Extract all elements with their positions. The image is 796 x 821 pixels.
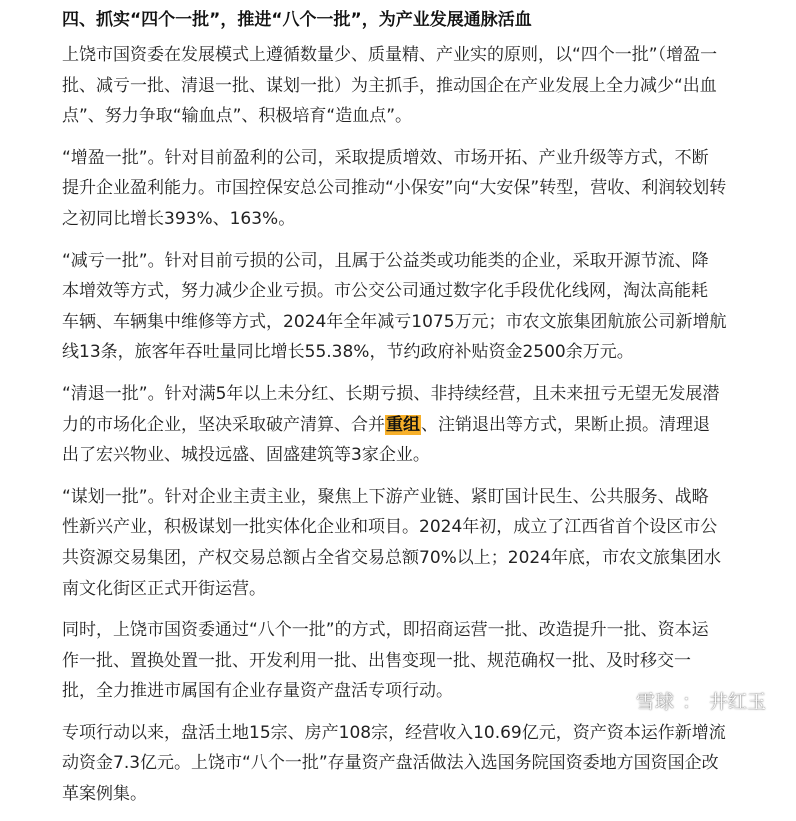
snowball-logo-icon: [602, 686, 630, 714]
paragraph-reduce-loss: “减亏一批”。针对目前亏损的公司，且属于公益类或功能类的企业，采取开源节流、降 本增效等方式，努力减少企业亏损。市公交公司通过数字化手段优化线网，淘汰高能耗 车辆、车辆集中维修等方式，2024年全年减亏1075万元；市农文旅集团航旅公司新增航 线13条，旅客年吞吐量同比增长55.38%，节约政府补贴资金2500余万元。: [62, 250, 727, 363]
paragraph-plan: “谋划一批”。针对企业主责主业，聚焦上下游产业链、紧盯国计民生、公共服务、战略 性新兴产业，积极谋划一批实体化企业和项目。2024年初，成立了江西省首个设区市公 共资源交易集团，产权交易总额占全省交易总额70%以上；2024年底，市农文旅集团水 南文化街区正式开街运营。: [62, 486, 722, 599]
watermark-site: 雪球: [635, 690, 674, 713]
paragraph-eight-batches: 同时，上饶市国资委通过“八个一批”的方式，即招商运营一批、改造提升一批、资本运 作一批、置换处置一批、开发利用一批、出售变现一批、规范确权一批、及时移交一 批，全力推进市属国有企业存量资产盘活专项行动。: [62, 620, 709, 702]
paragraph-exit: [62, 379, 752, 471]
paragraph-results: 专项行动以来，盘活土地15宗、房产108宗，经营收入10.69亿元，资产资本运作新增流 动资金7.3亿元。上饶市“八个一批”存量资产盘活做法入选国务院国资委地方国资国企改 革案例集。: [62, 722, 726, 805]
highlighted-term: 重组: [386, 414, 420, 435]
paragraph-intro: 上饶市国资委在发展模式上遵循数量少、质量精、产业实的原则，以“四个一批”（增盈一 批、减亏一批、清退一批、谋划一批）为主抓手，推动国企在产业发展上全力减少“出血 点”、努力争取“输血点”、积极培育“造血点”。: [62, 45, 718, 127]
paragraph-increase-profit: “增盈一批”。针对目前盈利的公司，采取提质增效、市场开拓、产业升级等方式，不断 提升企业盈利能力。市国控保安总公司推动“小保安”向“大安保”转型，营收、利润较划转 之初同比增长393%、163%。: [62, 147, 727, 229]
section-heading: 四、抓实“四个一批”，推进“八个一批”，为产业发展通脉活血: [62, 10, 532, 30]
watermark-separator: ：: [681, 690, 701, 713]
watermark-author: 井红玉: [708, 690, 766, 713]
paragraph-exit-after: 、注销退出等方式，果断止损。清理退 出了宏兴物业、城投远盛、固盛建筑等3家企业。: [62, 414, 710, 466]
paragraph-exit-before: “清退一批”。针对满5年以上未分红、长期亏损、非持续经营，且未来扭亏无望无发展潜 力的市场化企业，坚决采取破产清算、合并: [62, 383, 720, 435]
watermark: [602, 685, 766, 715]
